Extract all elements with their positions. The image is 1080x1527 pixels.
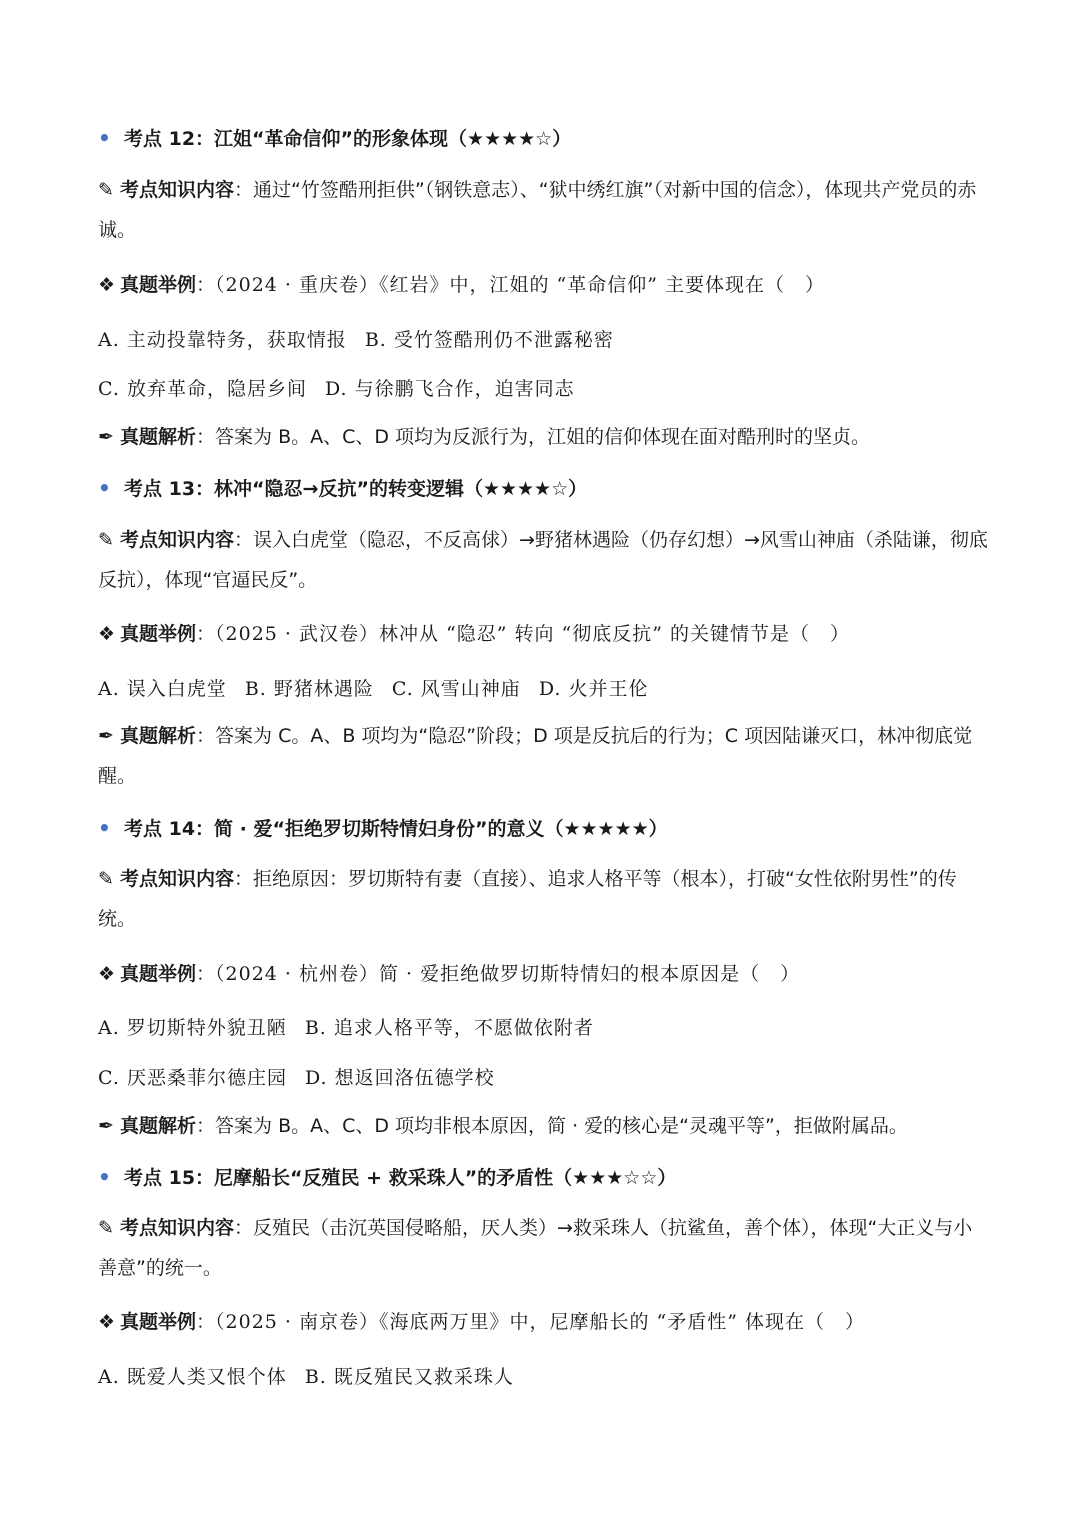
option-b: B. 野猪林遇险 [244, 678, 374, 700]
pen-icon: ✒ [98, 1115, 114, 1137]
analysis-text: 答案为 C。A、B 项均为“隐忍”阶段；D 项是反抗后的行为；C 项因陆谦灭口，林冲彻底觉醒。 [98, 725, 973, 787]
section-title [98, 808, 988, 849]
analysis-label: 真题解析 [120, 1115, 197, 1137]
bullet-icon: • [98, 816, 111, 840]
knowledge-text: 拒绝原因：罗切斯特有妻（直接）、追求人格平等（根本），打破“女性依附男性”的传统。 [98, 868, 957, 930]
knowledge-label: 考点知识内容 [120, 529, 235, 551]
section-title [98, 1157, 988, 1198]
section-title-text: 考点 12：江姐“革命信仰”的形象体现（★★★★☆） [124, 128, 572, 150]
option-b: B. 受竹签酷刑仍不泄露秘密 [364, 329, 614, 351]
bullet-icon: • [98, 476, 111, 500]
analysis-text: 答案为 B。A、C、D 项均非根本原因，简 · 爱的核心是“灵魂平等”，拒做附属品。 [215, 1115, 908, 1137]
example-text: （2025 · 南京卷）《海底两万里》中，尼摩船长的 “矛盾性” 体现在（ ） [215, 1311, 866, 1333]
section-title [98, 468, 988, 509]
example-label: 真题举例 [120, 274, 197, 296]
option-a: A. 罗切斯特外貌丑陋 [98, 1017, 287, 1039]
example-label: 真题举例 [120, 623, 197, 645]
knowledge-paragraph: ✎ 考点知识内容：误入白虎堂（隐忍，不反高俅）→野猪林遇险（仍存幻想）→风雪山神庙（杀陆谦，彻底反抗），体现“官逼民反”。 [98, 520, 988, 600]
pen-icon: ✒ [98, 426, 114, 448]
option-b: B. 追求人格平等，不愿做依附者 [304, 1017, 594, 1039]
example-line: ❖ 真题举例：（2024 · 杭州卷）简 · 爱拒绝做罗切斯特情妇的根本原因是（ ） [98, 954, 988, 994]
option-a: A. 既爱人类又恨个体 [98, 1366, 287, 1388]
bullet-icon: • [98, 1165, 111, 1189]
analysis-line: ✒ 真题解析：答案为 B。A、C、D 项均为反派行为，江姐的信仰体现在面对酷刑时的坚贞。 [98, 417, 988, 457]
option-a: A. 误入白虎堂 [98, 678, 227, 700]
example-line: ❖ 真题举例：（2025 · 南京卷）《海底两万里》中，尼摩船长的 “矛盾性” 体现在（ ） [98, 1302, 988, 1342]
example-text: （2024 · 重庆卷）《红岩》中，江姐的 “革命信仰” 主要体现在（ ） [215, 274, 826, 296]
options-line [98, 369, 988, 409]
analysis-label: 真题解析 [120, 426, 197, 448]
diamond-icon: ❖ [98, 274, 116, 296]
pencil-icon: ✎ [98, 1217, 114, 1239]
diamond-icon: ❖ [98, 1311, 116, 1333]
option-c: C. 放弃革命，隐居乡间 [98, 378, 307, 400]
pencil-icon: ✎ [98, 529, 114, 551]
option-d: D. 火并王伦 [538, 678, 649, 700]
knowledge-text: 通过“竹签酷刑拒供”（钢铁意志）、“狱中绣红旗”（对新中国的信念），体现共产党员的赤诚。 [98, 179, 977, 241]
option-b: B. 既反殖民又救采珠人 [304, 1366, 514, 1388]
section-title-text: 考点 14：简 · 爱“拒绝罗切斯特情妇身份”的意义（★★★★★） [124, 818, 668, 840]
analysis-line: ✒ 真题解析：答案为 C。A、B 项均为“隐忍”阶段；D 项是反抗后的行为；C 项因陆谦灭口，林冲彻底觉醒。 [98, 716, 988, 796]
option-d: D. 与徐鹏飞合作，迫害同志 [324, 378, 575, 400]
option-a: A. 主动投靠特务，获取情报 [98, 329, 347, 351]
knowledge-paragraph: ✎ 考点知识内容：拒绝原因：罗切斯特有妻（直接）、追求人格平等（根本），打破“女性依附男性”的传统。 [98, 859, 988, 939]
analysis-label: 真题解析 [120, 725, 197, 747]
knowledge-label: 考点知识内容 [120, 868, 235, 890]
knowledge-paragraph: ✎ 考点知识内容：反殖民（击沉英国侵略船，厌人类）→救采珠人（抗鲨鱼，善个体），体现“大正义与小善意”的统一。 [98, 1208, 988, 1288]
example-line: ❖ 真题举例：（2025 · 武汉卷）林冲从 “隐忍” 转向 “彻底反抗” 的关键情节是（ ） [98, 614, 988, 654]
example-label: 真题举例 [120, 963, 197, 985]
example-label: 真题举例 [120, 1311, 197, 1333]
section-title [98, 118, 988, 159]
options-line [98, 1058, 988, 1098]
knowledge-label: 考点知识内容 [120, 179, 235, 201]
diamond-icon: ❖ [98, 963, 116, 985]
knowledge-paragraph: ✎ 考点知识内容：通过“竹签酷刑拒供”（钢铁意志）、“狱中绣红旗”（对新中国的信念），体现共产党员的赤诚。 [98, 170, 988, 250]
example-line: ❖ 真题举例：（2024 · 重庆卷）《红岩》中，江姐的 “革命信仰” 主要体现在（ ） [98, 265, 988, 305]
analysis-line: ✒ 真题解析：答案为 B。A、C、D 项均非根本原因，简 · 爱的核心是“灵魂平等”，拒做附属品。 [98, 1106, 988, 1146]
pen-icon: ✒ [98, 725, 114, 747]
pencil-icon: ✎ [98, 179, 114, 201]
knowledge-text: 误入白虎堂（隐忍，不反高俅）→野猪林遇险（仍存幻想）→风雪山神庙（杀陆谦，彻底反抗），体现“官逼民反”。 [98, 529, 988, 591]
bullet-icon: • [98, 126, 111, 150]
section-title-text: 考点 15：尼摩船长“反殖民 + 救采珠人”的矛盾性（★★★☆☆） [124, 1167, 677, 1189]
options-line [98, 320, 988, 360]
option-c: C. 厌恶桑菲尔德庄园 [98, 1067, 287, 1089]
options-line [98, 1357, 988, 1397]
example-text: （2024 · 杭州卷）简 · 爱拒绝做罗切斯特情妇的根本原因是（ ） [215, 963, 801, 985]
option-c: C. 风雪山神庙 [391, 678, 521, 700]
knowledge-label: 考点知识内容 [120, 1217, 235, 1239]
knowledge-text: 反殖民（击沉英国侵略船，厌人类）→救采珠人（抗鲨鱼，善个体），体现“大正义与小善意”的统一。 [98, 1217, 973, 1279]
options-line [98, 1008, 988, 1048]
option-d: D. 想返回洛伍德学校 [304, 1067, 495, 1089]
example-text: （2025 · 武汉卷）林冲从 “隐忍” 转向 “彻底反抗” 的关键情节是（ ） [215, 623, 851, 645]
diamond-icon: ❖ [98, 623, 116, 645]
section-title-text: 考点 13：林冲“隐忍→反抗”的转变逻辑（★★★★☆） [124, 478, 588, 500]
pencil-icon: ✎ [98, 868, 114, 890]
options-line [98, 669, 988, 709]
analysis-text: 答案为 B。A、C、D 项均为反派行为，江姐的信仰体现在面对酷刑时的坚贞。 [215, 426, 871, 448]
